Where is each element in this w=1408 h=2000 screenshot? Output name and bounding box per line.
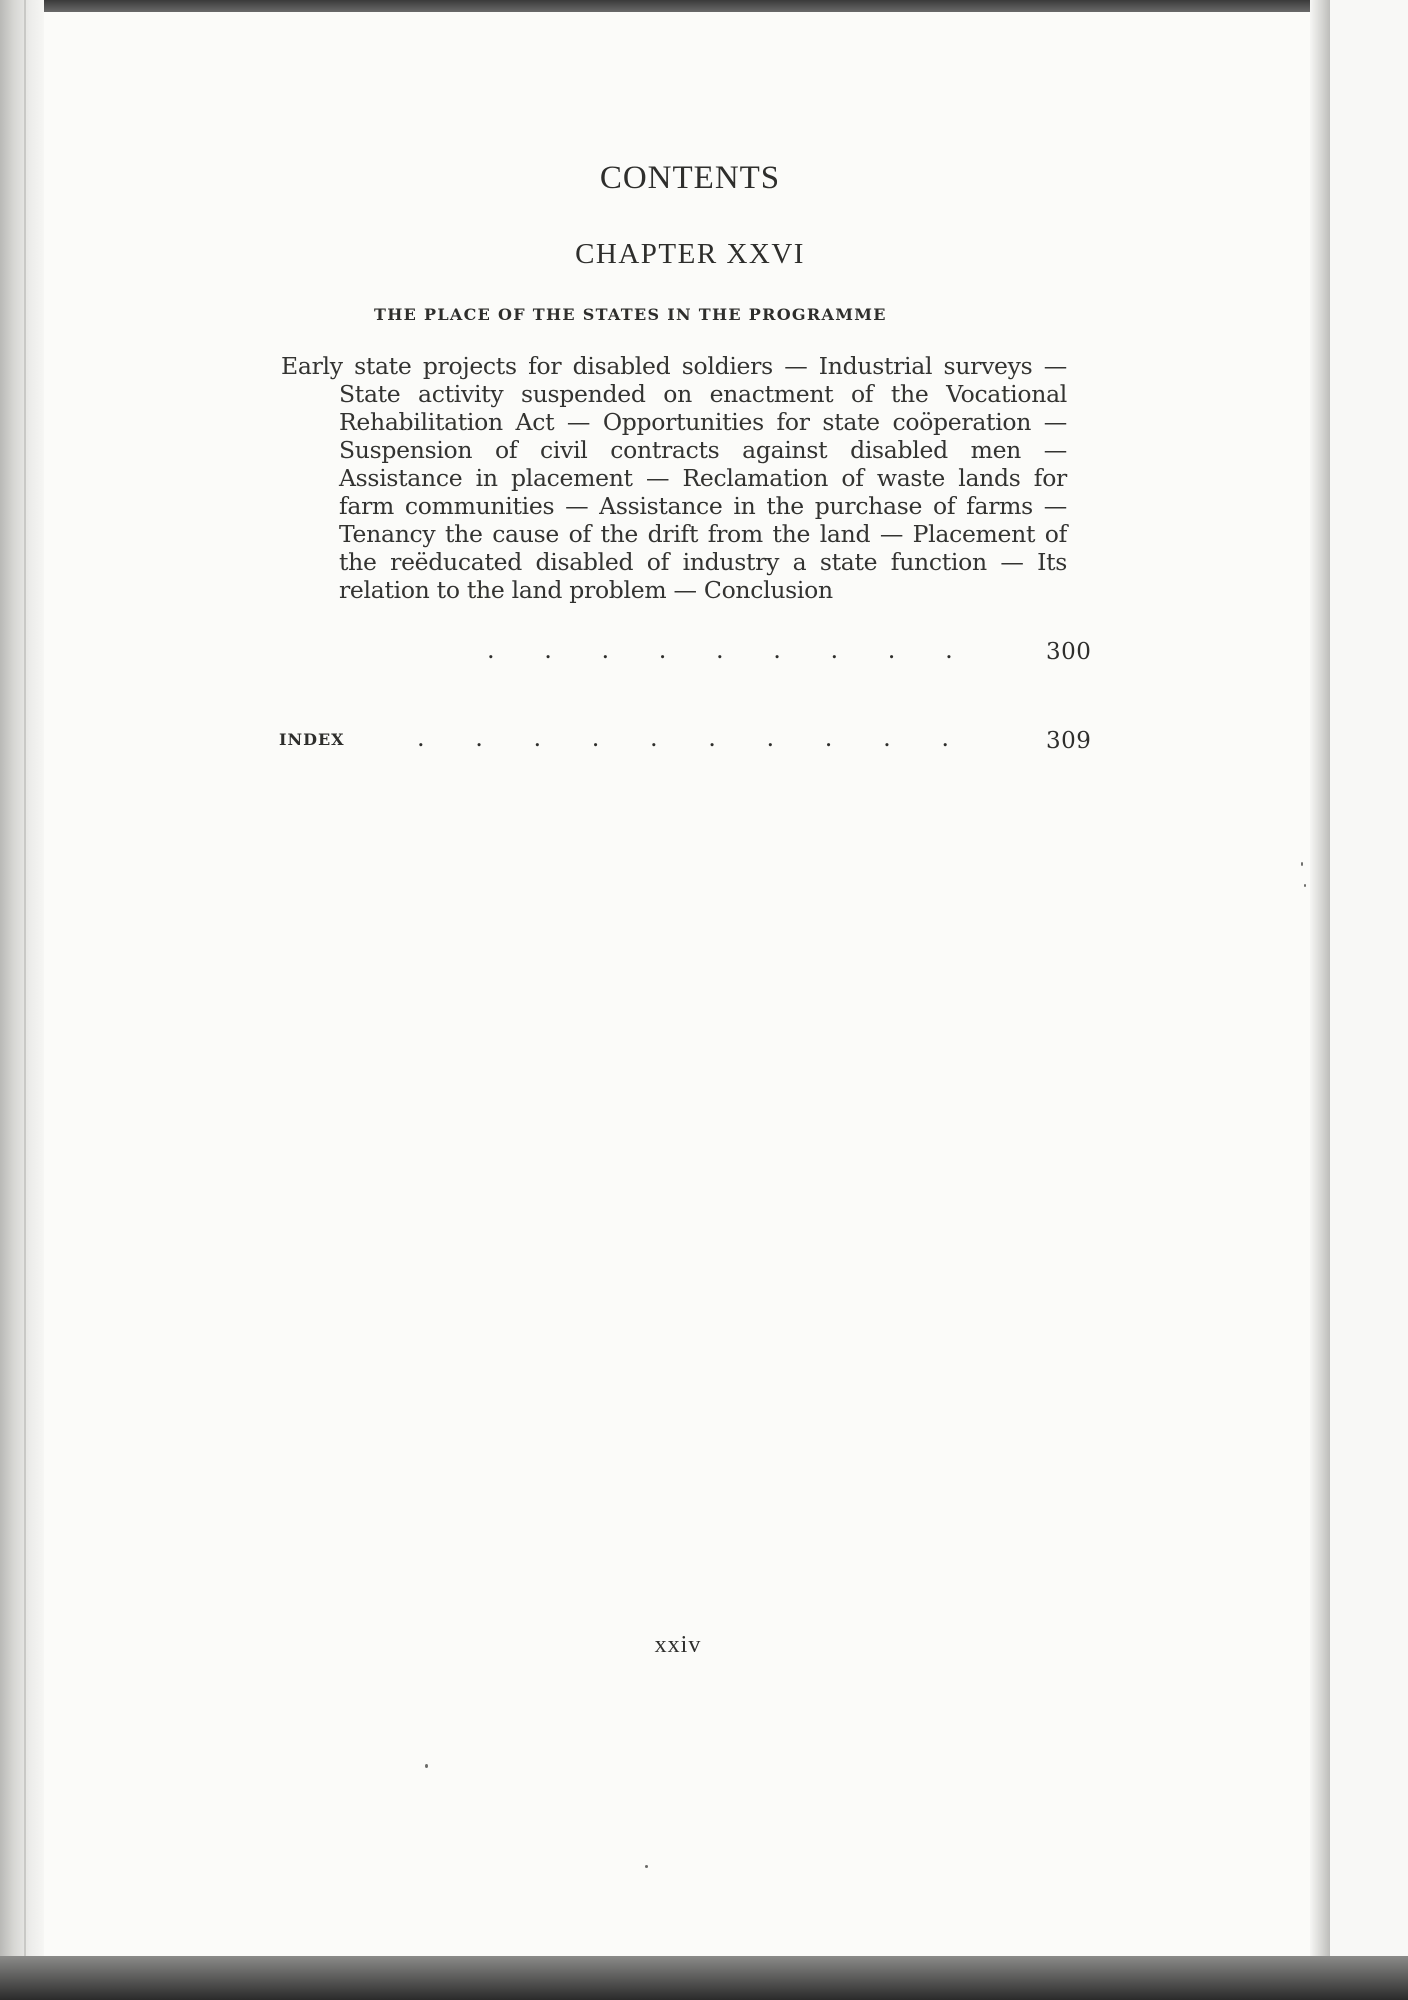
scan-top-edge: [0, 0, 1408, 12]
scan-speck: [1304, 884, 1306, 887]
scan-left-edge: [0, 0, 44, 2000]
scan-speck: [1301, 862, 1303, 866]
scan-right-shadow: [1310, 0, 1330, 2000]
chapter-entry-text: Early state projects for disabled soldiers — Industrial surveys — State activity suspended on enactment of the Vocational Rehabilitation Act — Opportunities for state coöperation — Suspension of civil contracts against disabled men — Assistance in placement — Reclamation of waste lands for farm communities — Assistance in the purchase of farms — Tenancy the cause of the drift from the land — Placement of the reëducated disabled of industry a state function — Its relation to the land problem — Conclusion: [281, 352, 1067, 604]
scan-gutter-line: [24, 0, 26, 2000]
scan-facing-page: [1330, 0, 1408, 2000]
page-folio: xxiv: [654, 1632, 702, 1658]
chapter-dot-leader: . . . . . . . . .: [487, 636, 953, 664]
chapter-page-number: 300: [1046, 639, 1092, 665]
index-label: INDEX: [279, 730, 345, 749]
scan-speck: [645, 1865, 648, 1868]
contents-heading: CONTENTS: [599, 160, 781, 196]
chapter-heading: CHAPTER XXVI: [575, 238, 805, 270]
scan-speck: [425, 1764, 428, 1768]
chapter-subtitle: THE PLACE OF THE STATES IN THE PROGRAMME: [374, 305, 887, 324]
index-page-number: 309: [1046, 728, 1092, 754]
index-dot-leader: . . . . . . . . . .: [417, 724, 949, 752]
scan-bottom-edge: [0, 1956, 1408, 2000]
